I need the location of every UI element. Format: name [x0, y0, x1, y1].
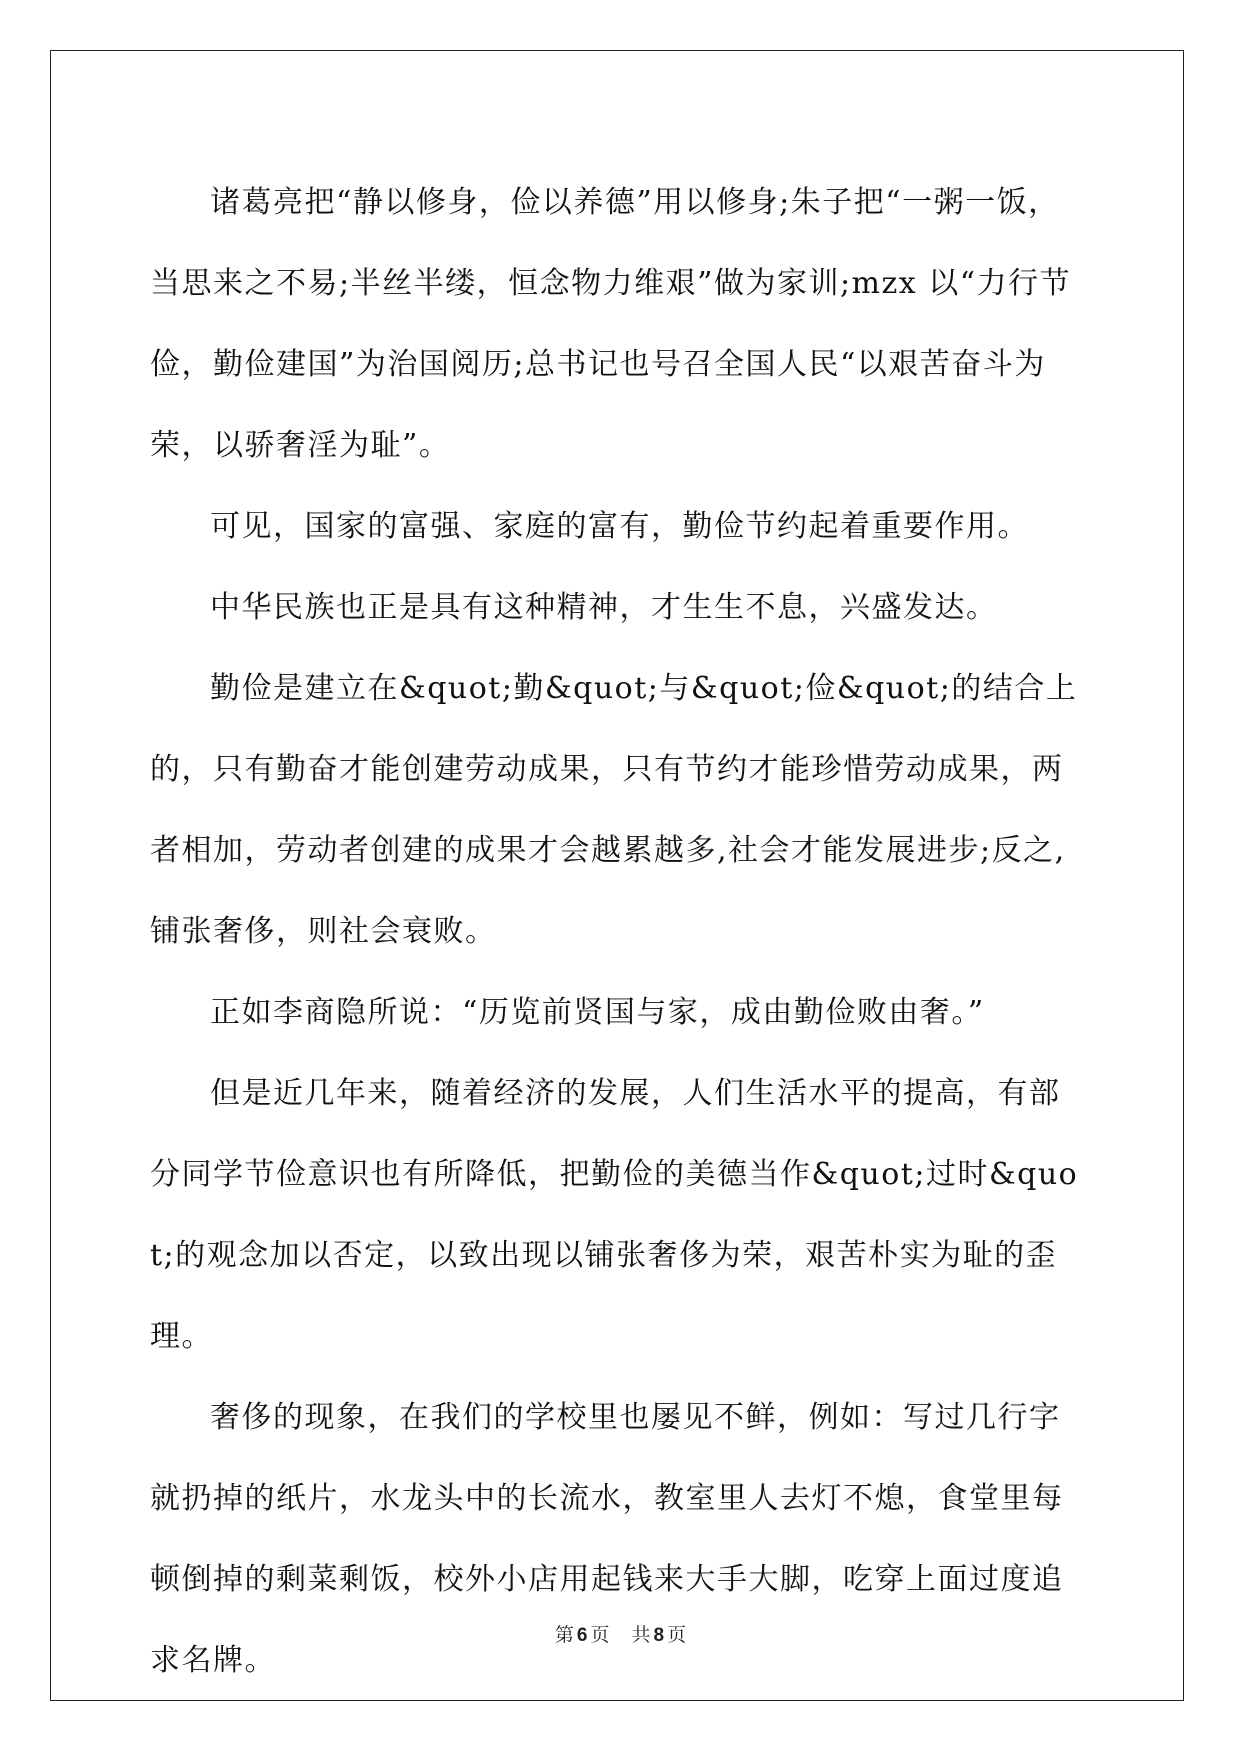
paragraph-1: 诸葛亮把“静以修身，俭以养德”用以修身;朱子把“一粥一饭，当思来之不易;半丝半缕，恒念物力维艰”做为家训;mzx 以“力行节俭，勤俭建国”为治国阅历;总书记也号召全国人民“以艰苦奋斗为荣，以骄奢淫为耻”。	[150, 185, 1072, 463]
paragraph-2: 可见，国家的富强、家庭的富有，勤俭节约起着重要作用。	[210, 509, 1029, 544]
total-prefix: 共	[631, 1624, 651, 1646]
paragraph-7: 奢侈的现象，在我们的学校里也屡见不鲜，例如：写过几行字就扔掉的纸片，水龙头中的长流水，教室里人去灯不熄，食堂里每顿倒掉的剩菜剩饭，校外小店用起钱来大手大脚，吃穿上面过度追求名牌。	[150, 1400, 1064, 1678]
page-footer	[0, 1620, 1241, 1647]
paragraph-6: 但是近几年来，随着经济的发展，人们生活水平的提高，有部分同学节俭意识也有所降低，把勤俭的美德当作&quot;过时&quot;的观念加以否定，以致出现以铺张奢侈为荣，艰苦朴实为耻的歪理。	[150, 1076, 1079, 1354]
total-suffix: 页	[667, 1624, 687, 1646]
page-total: 8	[653, 1625, 665, 1646]
document-body	[150, 162, 1090, 1701]
paragraph-4: 勤俭是建立在&quot;勤&quot;与&quot;俭&quot;的结合上的，只有勤奋才能创建劳动成果，只有节约才能珍惜劳动成果，两者相加，劳动者创建的成果才会越累越多,社会才能发展进步;反之,铺张奢侈，则社会衰败。	[150, 671, 1078, 949]
page-suffix: 页	[590, 1624, 610, 1646]
page-prefix: 第	[554, 1624, 574, 1646]
paragraph-5: 正如李商隐所说：“历览前贤国与家，成由勤俭败由奢。”	[210, 995, 985, 1030]
paragraph-3: 中华民族也正是具有这种精神，才生生不息，兴盛发达。	[210, 590, 998, 625]
page-current: 6	[576, 1625, 588, 1646]
